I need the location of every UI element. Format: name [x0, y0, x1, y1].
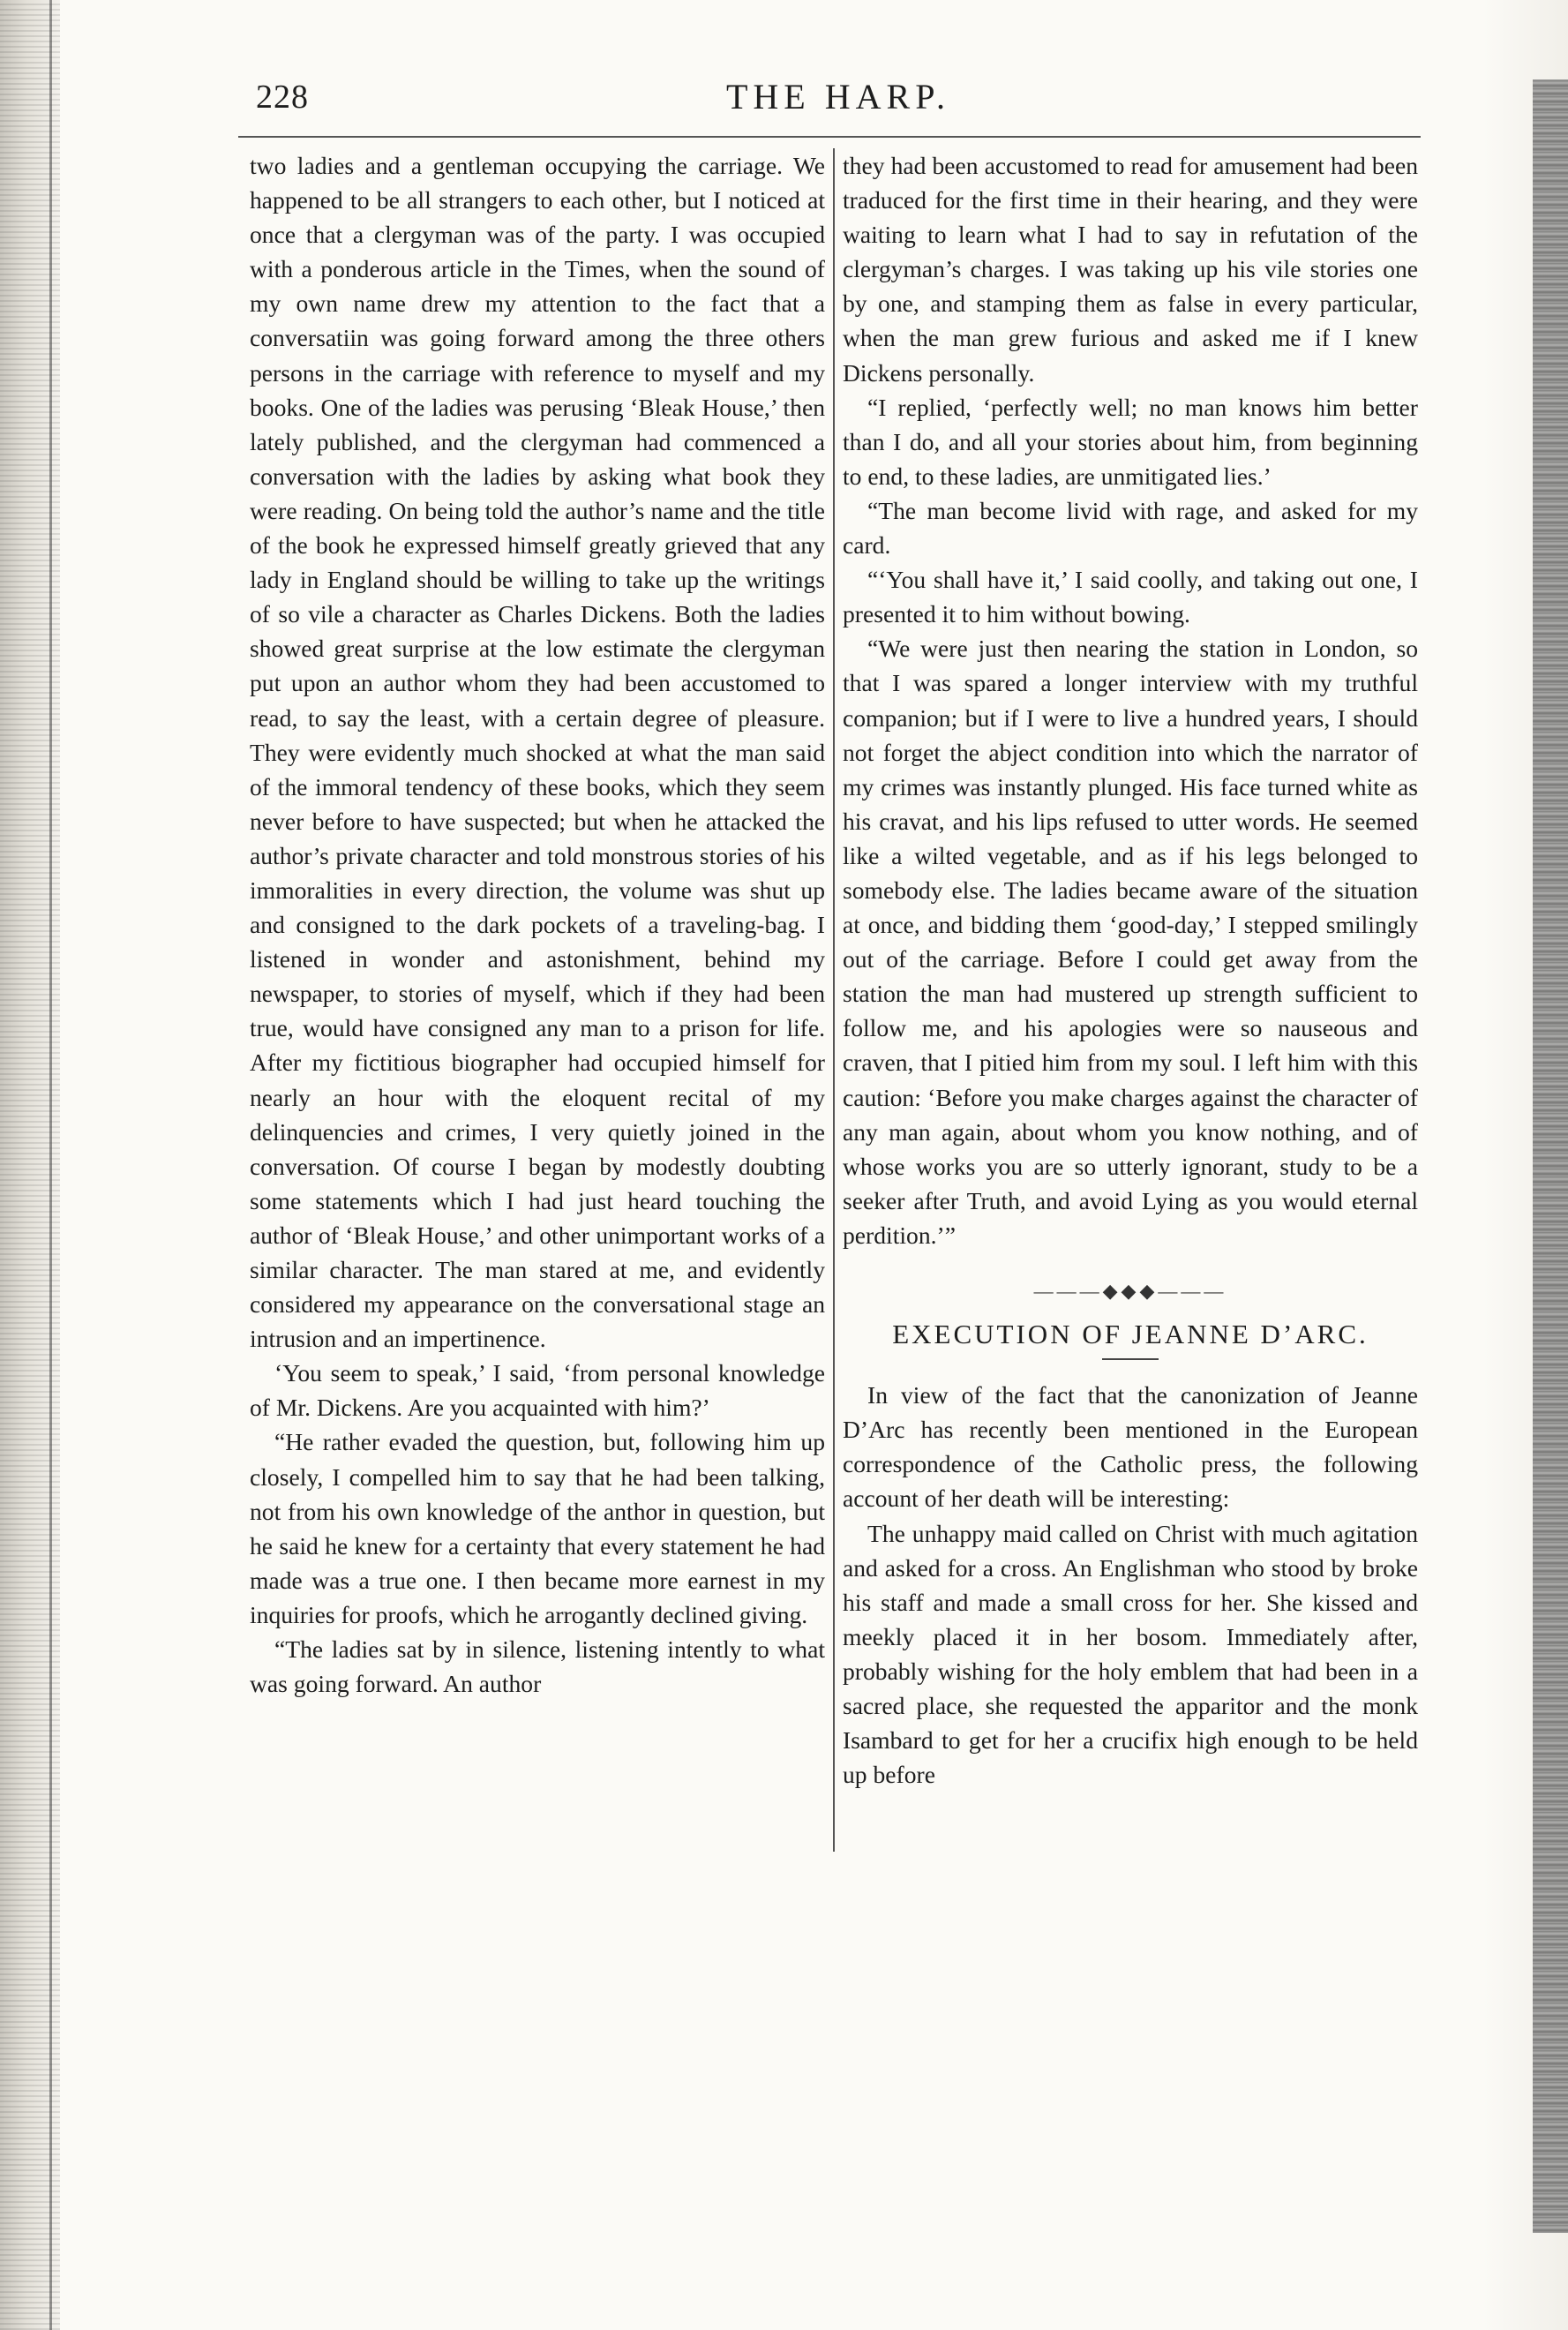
section-ornament: ———◆◆◆———: [1033, 1280, 1227, 1302]
header-rule: [238, 136, 1421, 138]
section-title: EXECUTION OF JEANNE D’ARC.: [892, 1319, 1369, 1350]
paragraph: “He rather evaded the question, but, following him up closely, I compelled him to say that he had been talking, not from his own knowledge of the anthor in question, but he said he knew for a certainty that every statement he had made was a true one. I then became more earnest in my inquiries for proofs, which he arrogantly declined giving.: [250, 1428, 825, 1628]
running-head: THE HARP.: [725, 77, 951, 116]
paragraph: The unhappy maid called on Christ with much agitation and asked for a cross. An Englishman who stood by broke his staff and made a small cross for her. She kissed and meekly placed it in her bosom. Immediately after, probably wishing for the holy emblem that had been in a sacred place, she requested the apparitor and the monk Isambard to get for her a crucifix high enough to be held up before: [843, 1519, 1418, 1789]
page-header: [256, 72, 1421, 125]
paragraph: “We were just then nearing the station in London, so that I was spared a longer interview with my truthful companion; but if I were to live a hundred years, I should not forget the abject condition into which the narrator of my crimes was instantly plunged. His face turned white as his cravat, and his lips refused to utter words. He seemed like a wilted vegetable, and as if his legs belonged to somebody else. The ladies became aware of the situation at once, and bidding them ‘good-day,’ I stepped smilingly out of the carriage. Before I could get away from the station the man had mustered up strength sufficient to follow me, and his apologies were so nauseous and craven, that I pitied him from my soul. I left him with this caution: ‘Before you make charges against the character of any man again, about whom you know nothing, and of whose works you are so utterly ignorant, study to be a seeker after Truth, and avoid Lying as you would eternal perdition.’”: [843, 635, 1418, 1249]
binding-rule: [49, 0, 52, 2330]
paragraph: “The man become livid with rage, and asked for my card.: [843, 496, 1418, 560]
left-column: [250, 148, 825, 1701]
paragraph: In view of the fact that the canonization of Jeanne D’Arc has recently been mentioned in the European correspondence of the Catholic press, the following account of her death will be interesting:: [843, 1381, 1418, 1513]
paragraph: they had been accustomed to read for amusement had been traduced for the first time in their hearing, and they were waiting to learn what I had to say in refutation of the clergyman’s charges. I was taking up his vile stories one by one, and stamping them as false in every particular, when the man grew furious and asked me if I knew Dickens personally.: [843, 152, 1418, 387]
paragraph: ‘You seem to speak,’ I said, ‘from personal knowledge of Mr. Dickens. Are you acquainted with him?’: [250, 1359, 825, 1422]
title-rule: [1102, 1358, 1159, 1360]
paragraph: “I replied, ‘perfectly well; no man knows him better than I do, and all your stories about him, from beginning to end, to these ladies, are unmitigated lies.’: [843, 393, 1418, 490]
paragraph: “The ladies sat by in silence, listening intently to what was going forward. An author: [250, 1635, 825, 1698]
paragraph: “‘You shall have it,’ I said coolly, and taking out one, I presented it to him without bowing.: [843, 566, 1418, 628]
right-column: [843, 148, 1418, 1792]
column-divider: [833, 148, 835, 1852]
page-number: 228: [256, 79, 309, 116]
paragraph: two ladies and a gentleman occupying the carriage. We happened to be all strangers to each other, but I noticed at once that a clergyman was of the party. I was occupied with a ponderous article in the Times, when the sound of my own name drew my attention to the fact that a conversatiin was going forward among the three others persons in the carriage with reference to myself and my books. One of the ladies was perusing ‘Bleak House,’ then lately published, and the clergyman had commenced a conversation with the ladies by asking what book they were reading. On being told the author’s name and the title of the book he expressed himself greatly grieved that any lady in England should be willing to take up the writings of so vile a character as Charles Dickens. Both the ladies showed great surprise at the low estimate the clergyman put upon an author whom they had been accustomed to read, to say the least, with a certain degree of pleasure. They were evidently much shocked at what the man said of the immoral tendency of these books, which they seem never before to have suspected; but when he attacked the author’s private character and told monstrous stories of his immoralities in every direction, the volume was shut up and consigned to the dark pockets of a traveling-bag. I listened in wonder and astonishment, behind my newspaper, to stories of myself, which if they had been true, would have consigned any man to a prison for life. After my fictitious biographer had occupied himself for nearly an hour with the eloquent recital of my delinquencies and crimes, I very quietly joined in the conversation. Of course I began by modestly doubting some statements which I had just heard touching the author of ‘Bleak House,’ and other unimportant works of a similar character. The man stared at me, and evidently considered my appearance on the conversational stage an intrusion and an impertinence.: [250, 152, 825, 1353]
page-edge-scan-artifact: [1533, 79, 1568, 2233]
